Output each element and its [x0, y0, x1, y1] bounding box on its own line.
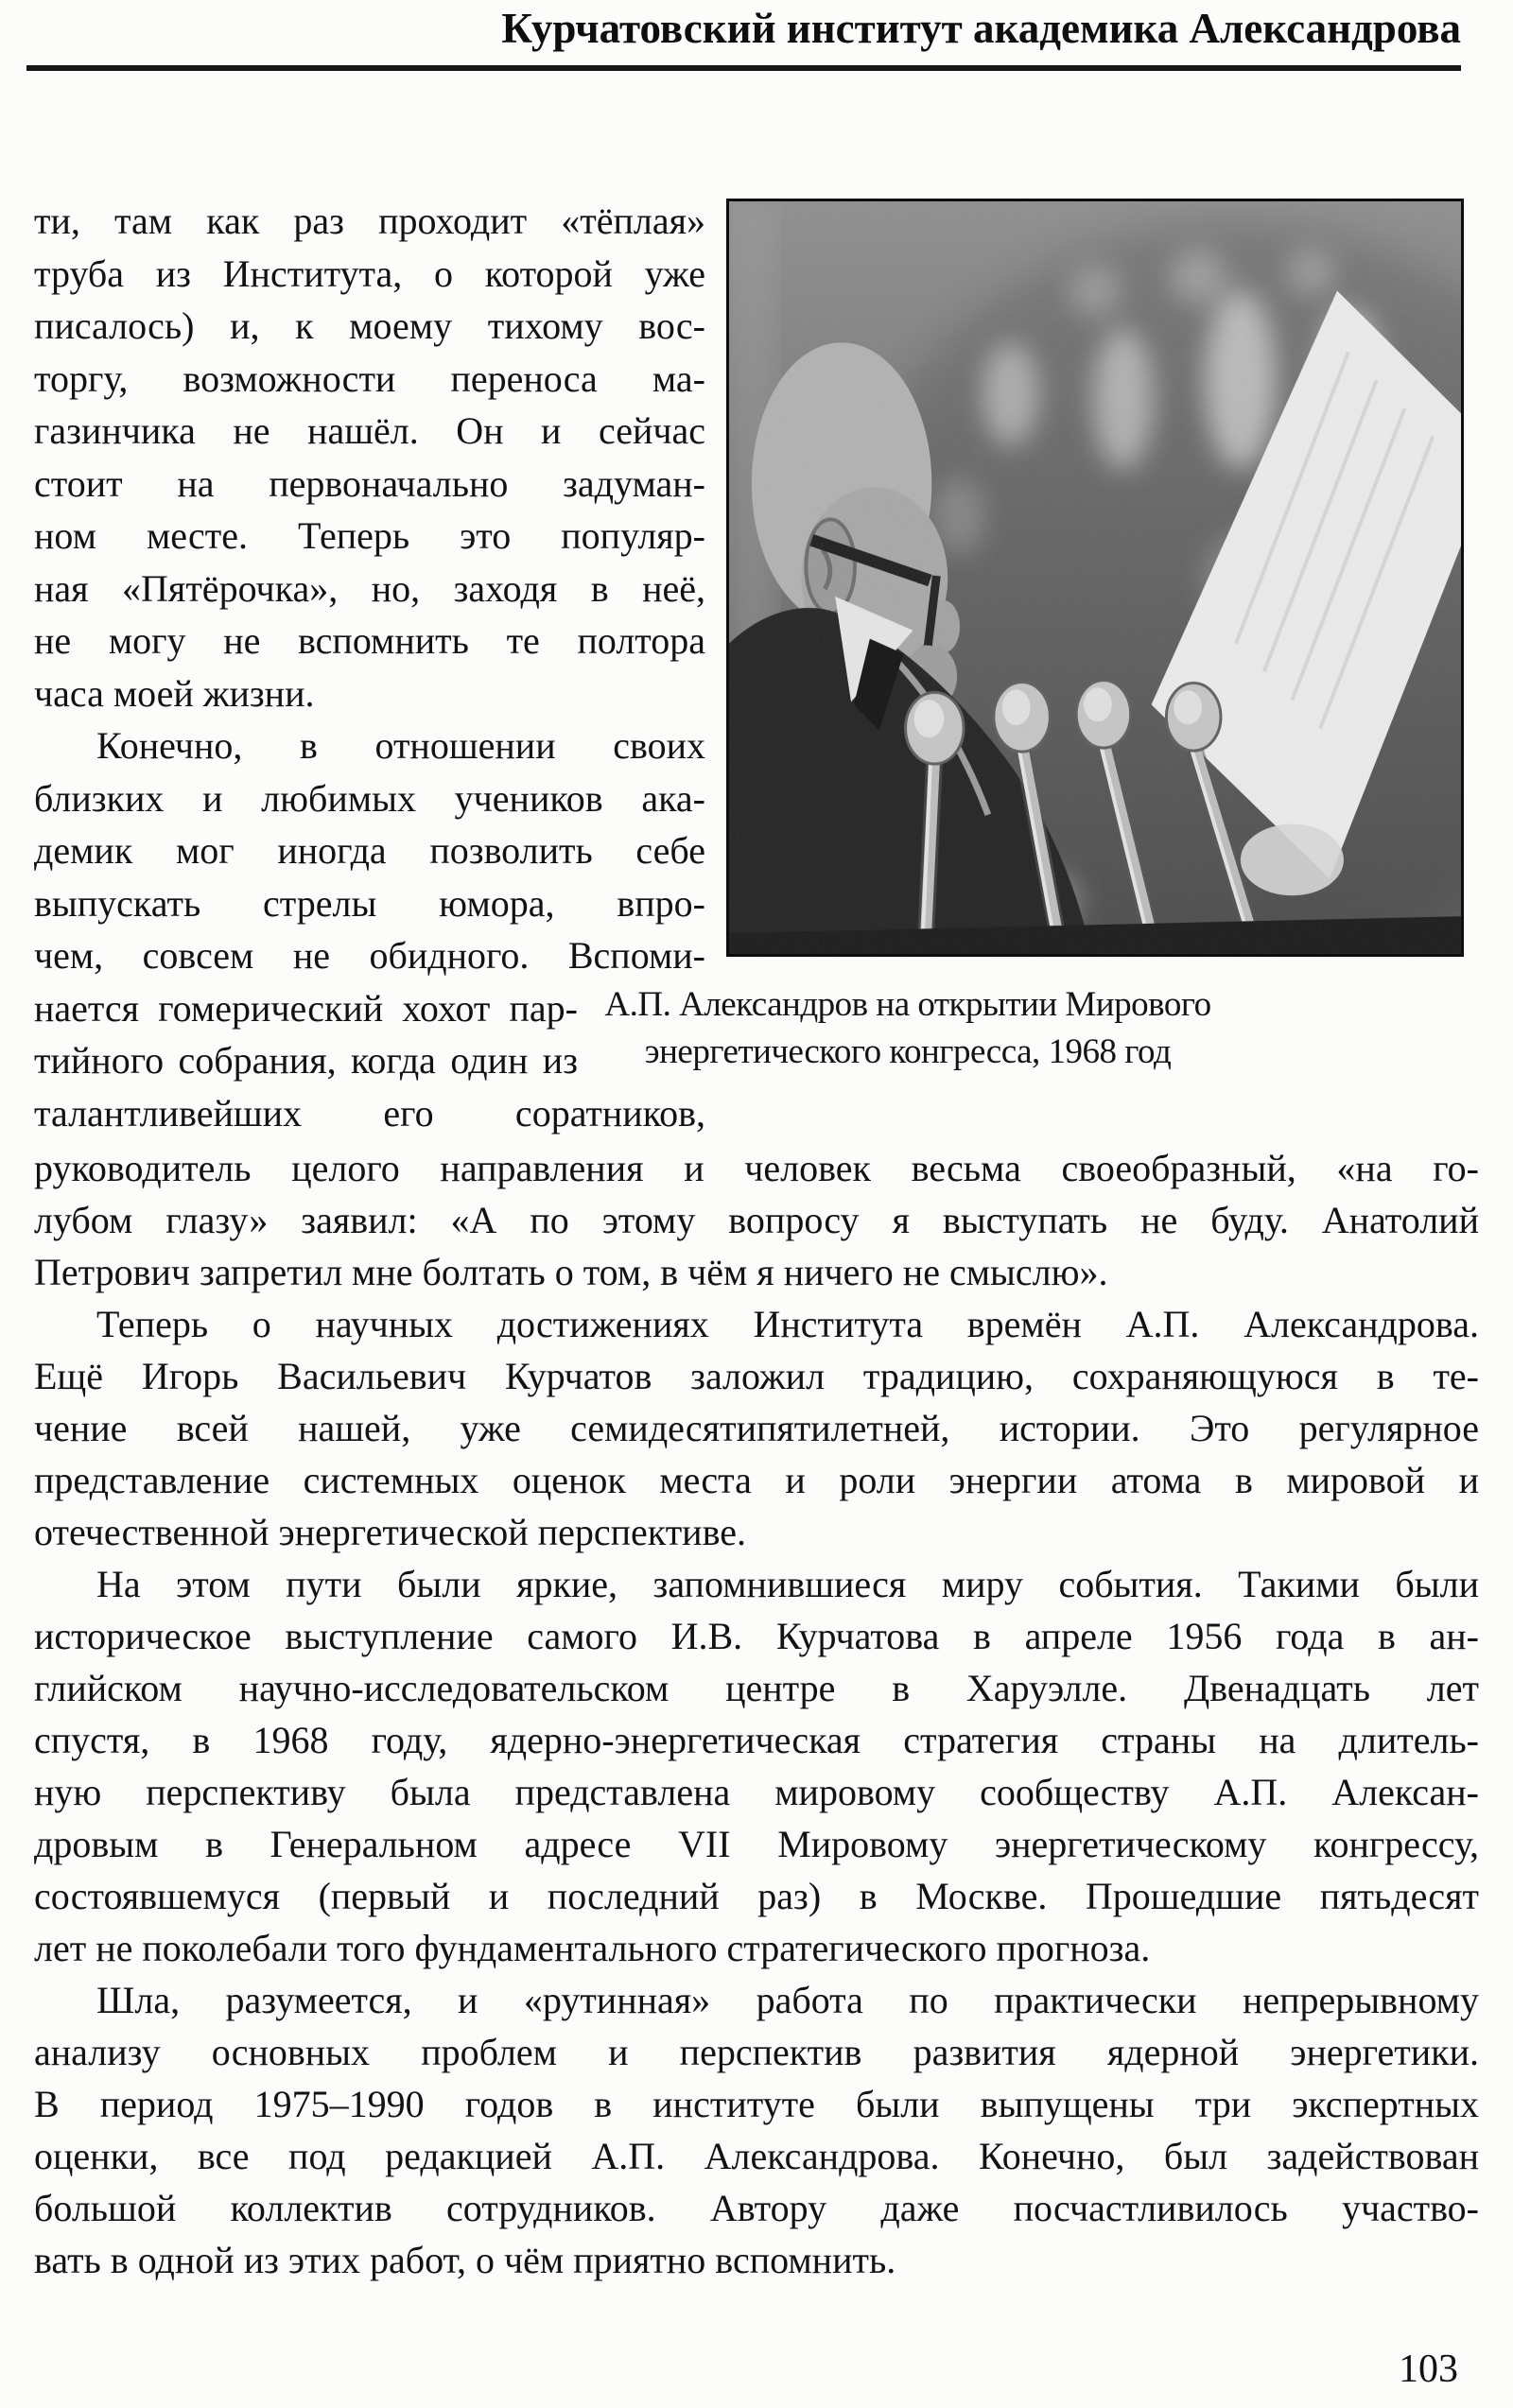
text-line: оценки, все под редакцией А.П. Александрова. Конечно, был задействован	[34, 2135, 1479, 2177]
text-line: На этом пути были яркие, запомнившиеся миру события. Такими были	[96, 1563, 1479, 1605]
text-line: нается гомерический хохот пар-	[34, 986, 578, 1030]
text-line: Теперь о научных достижениях Института времён А.П. Александрова.	[96, 1303, 1479, 1345]
text-line: выпускать стрелы юмора, впро-	[34, 881, 705, 925]
text-line: руководитель целого направления и человек весьма своеобразный, «на го-	[34, 1147, 1479, 1189]
text-line: историческое выступление самого И.В. Курчатова в апреле 1956 года в ан-	[34, 1615, 1479, 1657]
text-line: лет не поколебали того фундаментального стратегического прогноза.	[34, 1927, 1151, 1969]
text-line: чем, совсем не обидного. Вспоми-	[34, 934, 705, 977]
text-line: ную перспективу была представлена мировому сообществу А.П. Алексан-	[34, 1771, 1479, 1813]
alexandrov-photo-illustration	[729, 201, 1461, 954]
text-line: Шла, разумеется, и «рутинная» работа по практически непрерывному	[96, 1979, 1479, 2021]
caption-line: А.П. Александров на открытии Мирового	[604, 985, 1211, 1024]
text-line: отечественной энергетической перспективе.	[34, 1511, 746, 1553]
text-line: торгу, возможности переноса ма-	[34, 356, 705, 400]
text-line: вать в одной из этих работ, о чём приятно вспомнить.	[34, 2239, 896, 2281]
full-width-text	[34, 1142, 1479, 2286]
text-line: глийском научно-исследовательском центре в Харуэлле. Двенадцать лет	[34, 1667, 1479, 1709]
text-line: В период 1975–1990 годов в институте были выпущены три экспертных	[34, 2083, 1479, 2125]
text-line: ти, там как раз проходит «тёплая»	[34, 199, 705, 242]
page-header: Курчатовский институт академика Александрова	[501, 5, 1461, 52]
text-line: дровым в Генеральном адресе VII Мировому энергетическому конгрессу,	[34, 1823, 1479, 1865]
text-line: ном месте. Теперь это популяр-	[34, 514, 705, 557]
text-line: ная «Пятёрочка», но, заходя в неё,	[34, 566, 705, 610]
text-line: состоявшемуся (первый и последний раз) в Москве. Прошедшие пятьдесят	[34, 1875, 1479, 1917]
left-column-text	[34, 195, 705, 1139]
text-line: спустя, в 1968 году, ядерно-энергетическая стратегия страны на длитель-	[34, 1719, 1479, 1761]
text-line: газинчика не нашёл. Он и сейчас	[34, 409, 705, 452]
text-line: стоит на первоначально задуман-	[34, 461, 705, 505]
text-line: Петрович запретил мне болтать о том, в чём я ничего не смыслю».	[34, 1251, 1108, 1293]
text-line: Ещё Игорь Васильевич Курчатов заложил традицию, сохраняющуюся в те-	[34, 1355, 1479, 1397]
text-line: не могу не вспомнить те полтора	[34, 619, 705, 662]
text-line: близких и любимых учеников ака-	[34, 776, 705, 820]
header-rule	[26, 65, 1461, 71]
photo-alexandrov	[726, 199, 1464, 957]
text-line: Конечно, в отношении своих	[96, 724, 705, 767]
text-line: анализу основных проблем и перспектив развития ядерной энергетики.	[34, 2031, 1479, 2073]
text-line: труба из Института, о которой уже	[34, 251, 705, 295]
page-number: 103	[1399, 2347, 1458, 2391]
text-line: представление системных оценок места и роли энергии атома в мировой и	[34, 1459, 1479, 1501]
text-line: чение всей нашей, уже семидесятипятилетней, истории. Это регулярное	[34, 1407, 1479, 1449]
text-line: лубом глазу» заявил: «А по этому вопросу я выступать не буду. Анатолий	[34, 1199, 1479, 1241]
text-line: талантливейших его соратников,	[34, 1091, 705, 1135]
text-line: тийного собрания, когда один из	[34, 1039, 578, 1082]
text-line: большой коллектив сотрудников. Автору даже посчастливилось участво-	[34, 2187, 1479, 2229]
text-line: демик мог иногда позволить себе	[34, 829, 705, 872]
caption-line: энергетического конгресса, 1968 год	[644, 1032, 1172, 1071]
text-line: часа моей жизни.	[34, 671, 315, 715]
text-line: писалось) и, к моему тихому вос-	[34, 304, 705, 347]
